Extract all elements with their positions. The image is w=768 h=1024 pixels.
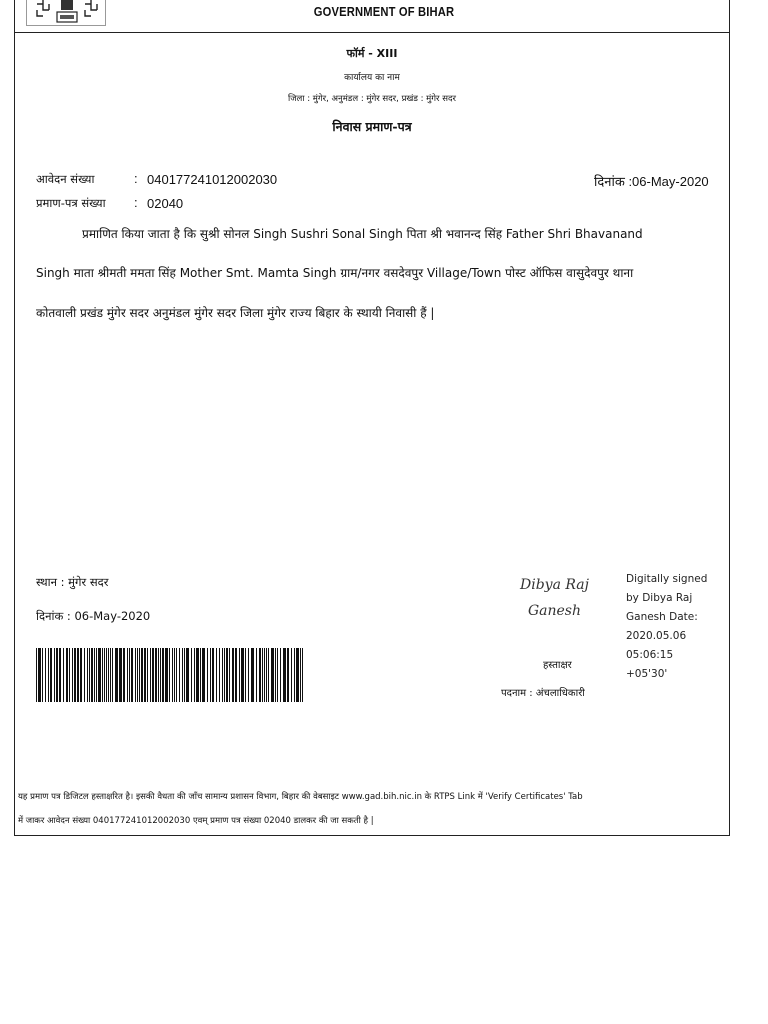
digital-signature-block bbox=[626, 570, 707, 684]
certificate-number-colon: : bbox=[134, 195, 138, 210]
certificate-body-line-2: Singh माता श्रीमती ममता सिंह Mother Smt. Mamta Singh ग्राम/नगर वसदेवपुर Village/Town पोस्ट ऑफिस वासुदेवपुर थाना bbox=[36, 266, 634, 280]
office-name-label: कार्यालय का नाम bbox=[344, 73, 400, 83]
application-number-colon: : bbox=[134, 171, 138, 186]
application-number-label: आवेदन संख्या bbox=[36, 172, 95, 186]
district-line: जिला : मुंगेर, अनुमंडल : मुंगेर सदर, प्रखंड : मुंगेर सदर bbox=[288, 94, 456, 104]
signature-name-line-2: Ganesh bbox=[527, 603, 581, 619]
form-number: फॉर्म - XIII bbox=[346, 47, 398, 60]
verification-note-line-1: यह प्रमाण पत्र डिजिटल हस्ताक्षरित है। इसकी वैधता की जाँच सामान्य प्रशासन विभाग, बिहार की वेबसाइट www.gad.bih.nic.in के RTPS Link में 'Verify Certificates' Tab bbox=[18, 792, 583, 802]
designation-text: पदनाम : अंचलाधिकारी bbox=[501, 688, 585, 699]
digital-signature-line: +05'30' bbox=[626, 668, 668, 680]
verification-note-line-2: में जाकर आवेदन संख्या 040177241012002030 एवम् प्रमाण पत्र संख्या 02040 डालकर की जा सकती है | bbox=[18, 816, 374, 826]
signature-image bbox=[520, 572, 589, 624]
issue-date-text: दिनांक : 06-May-2020 bbox=[36, 609, 151, 623]
signature-label: हस्ताक्षर bbox=[543, 660, 572, 671]
barcode-image bbox=[36, 648, 306, 702]
signature-name-line-1: Dibya Raj bbox=[520, 577, 589, 593]
certificate-number-value: 02040 bbox=[147, 196, 184, 211]
place-text: स्थान : मुंगेर सदर bbox=[36, 575, 109, 589]
certificate-number-label: प्रमाण-पत्र संख्या bbox=[36, 196, 106, 210]
government-title: GOVERNMENT OF BIHAR bbox=[313, 4, 455, 19]
application-number-value: 040177241012002030 bbox=[147, 172, 278, 187]
digital-signature-line: Digitally signed bbox=[626, 573, 708, 585]
certificate-body-line-3: कोतवाली प्रखंड मुंगेर सदर अनुमंडल मुंगेर सदर जिला मुंगेर राज्य बिहार के स्थायी निवासी हैं | bbox=[36, 306, 435, 320]
digital-signature-line: by Dibya Raj bbox=[626, 592, 693, 604]
digital-signature-line: 2020.05.06 bbox=[626, 630, 687, 642]
certificate-body-line-1: प्रमाणित किया जाता है कि सुश्री सोनल Singh Sushri Sonal Singh पिता श्री भवानन्द सिंह Father Shri Bhavanand bbox=[82, 227, 643, 241]
application-date: दिनांक :06-May-2020 bbox=[594, 174, 709, 189]
certificate-title: निवास प्रमाण-पत्र bbox=[332, 119, 412, 134]
digital-signature-line: Ganesh Date: bbox=[626, 611, 698, 623]
digital-signature-line: 05:06:15 bbox=[626, 649, 674, 661]
header-divider bbox=[14, 32, 730, 33]
